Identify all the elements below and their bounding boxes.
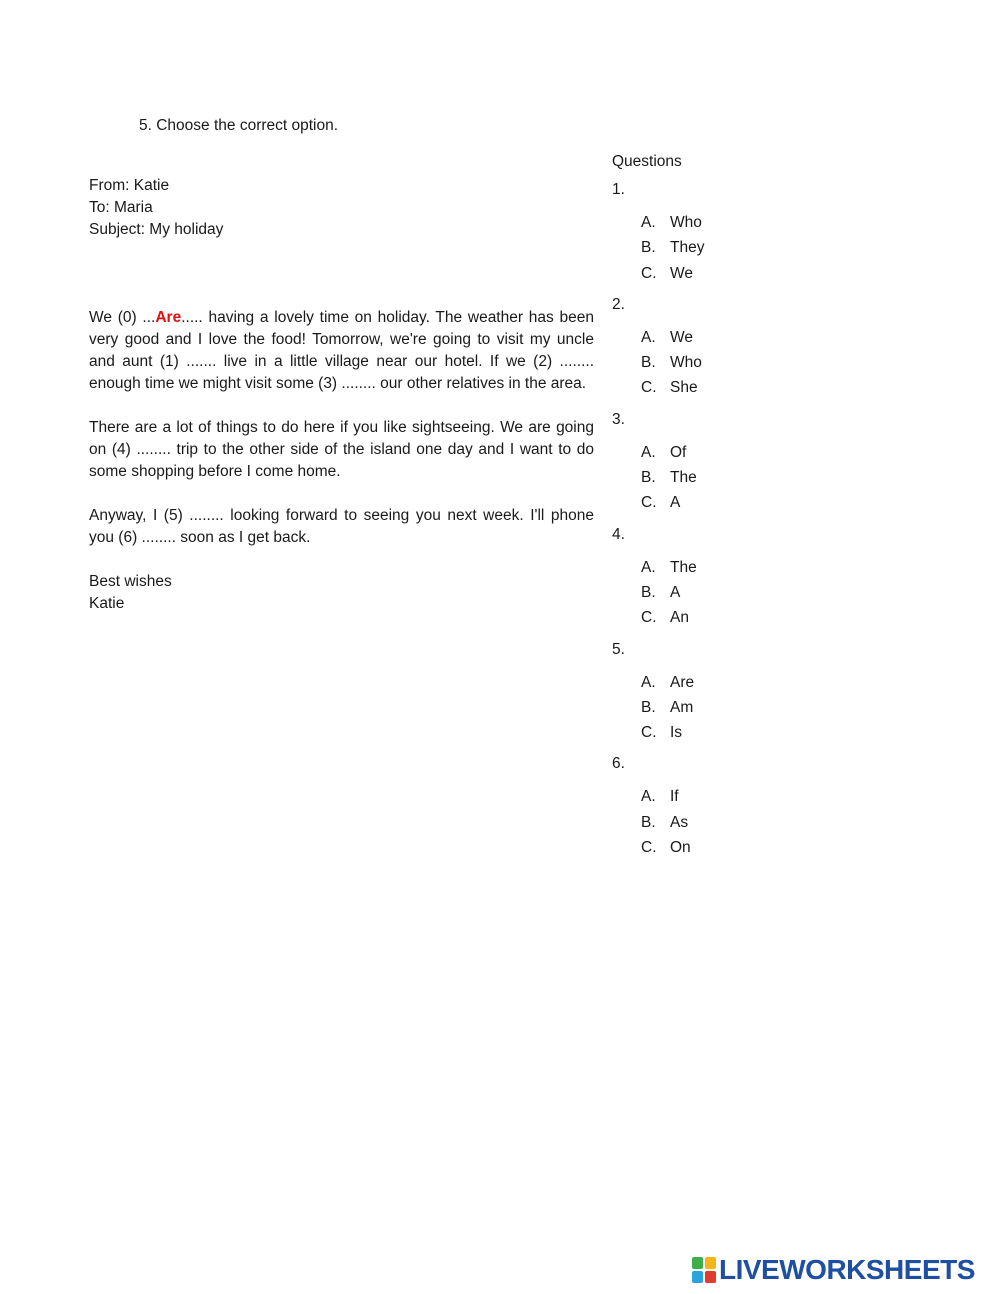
option-letter: A. <box>641 214 656 231</box>
option-letter: B. <box>641 583 656 601</box>
option-letter: C. <box>641 264 657 282</box>
answer-option[interactable] <box>641 835 812 860</box>
questions-title: Questions <box>612 153 682 170</box>
option-text: The <box>670 469 697 487</box>
answer-option[interactable] <box>641 210 812 235</box>
email-subject: Subject: My holiday <box>89 221 224 238</box>
option-text: Of <box>670 443 687 461</box>
email-to: To: Maria <box>89 199 153 216</box>
question-options <box>641 555 812 631</box>
option-text: Am <box>670 698 694 716</box>
logo-text: LIVEWORKSHEETS <box>719 1254 975 1285</box>
answer-option[interactable] <box>641 670 812 695</box>
option-letter: B. <box>641 698 656 716</box>
email-body <box>89 307 594 637</box>
answer-option[interactable] <box>641 784 812 809</box>
answer-option[interactable] <box>641 325 812 350</box>
answer-option[interactable] <box>641 235 812 260</box>
option-letter: C. <box>641 724 657 742</box>
option-letter: A. <box>641 558 656 576</box>
option-letter: B. <box>641 469 656 487</box>
option-text: Is <box>670 724 683 742</box>
option-letter: A. <box>641 673 656 691</box>
answer-option[interactable] <box>641 490 812 515</box>
answer-option[interactable] <box>641 580 812 605</box>
answer-option[interactable] <box>641 440 812 465</box>
option-letter: A. <box>641 328 656 346</box>
email-paragraph-2: There are a lot of things to do here if you like sightseeing. We are going on (4) ........ trip to the other side of the island one day and I want to do some shopping before I come home. <box>89 419 594 480</box>
option-text: If <box>670 788 679 806</box>
email-header <box>89 175 223 241</box>
option-text: They <box>670 239 705 257</box>
option-letter: B. <box>641 239 656 257</box>
question-options <box>641 325 812 401</box>
option-text: A <box>670 583 681 601</box>
option-text: Who <box>670 214 702 231</box>
email-paragraph-3: Anyway, I (5) ........ looking forward to seeing you next week. I'll phone you (6) ........ soon as I get back. <box>89 507 594 546</box>
option-text: A <box>670 494 681 512</box>
option-letter: C. <box>641 379 657 397</box>
logo-mark-cyan <box>692 1271 703 1283</box>
instruction-heading: 5. Choose the correct option. <box>139 117 339 134</box>
example-answer: Are <box>155 309 182 326</box>
option-text: She <box>670 379 698 397</box>
logo-mark-icon <box>692 1257 716 1283</box>
answer-option[interactable] <box>641 375 812 400</box>
answer-option[interactable] <box>641 465 812 490</box>
email-from: From: Katie <box>89 177 170 194</box>
answer-option[interactable] <box>641 605 812 630</box>
paragraph-1-start: We (0) ... <box>89 309 156 326</box>
logo-mark-red <box>705 1271 716 1283</box>
option-letter: C. <box>641 494 657 512</box>
option-letter: B. <box>641 354 656 372</box>
question-options <box>641 440 812 516</box>
option-text: We <box>670 264 693 282</box>
question-number: 1. <box>612 181 625 198</box>
question-list <box>612 181 812 860</box>
option-letter: A. <box>641 788 656 806</box>
signature: Katie <box>89 595 125 612</box>
option-text: The <box>670 558 697 576</box>
answer-option[interactable] <box>641 695 812 720</box>
answer-option[interactable] <box>641 555 812 580</box>
answer-option[interactable] <box>641 261 812 286</box>
option-text: An <box>670 609 689 627</box>
question-number: 3. <box>612 410 625 428</box>
logo-mark-yellow <box>705 1257 716 1269</box>
option-text: As <box>670 813 689 831</box>
email-signoff <box>89 571 594 615</box>
answer-option[interactable] <box>641 810 812 835</box>
email-paragraph-1 <box>89 307 594 395</box>
option-text: Who <box>670 354 702 372</box>
questions-panel <box>612 153 812 870</box>
question-number: 6. <box>612 755 625 773</box>
question-options <box>641 670 812 746</box>
option-letter: B. <box>641 813 656 831</box>
question-number: 4. <box>612 525 625 543</box>
option-text: On <box>670 839 691 857</box>
answer-option[interactable] <box>641 350 812 375</box>
option-text: We <box>670 328 693 346</box>
option-text: Are <box>670 673 695 691</box>
answer-option[interactable] <box>641 720 812 745</box>
logo-mark-green <box>692 1257 703 1269</box>
question-number: 2. <box>612 295 625 313</box>
option-letter: C. <box>641 839 657 857</box>
question-options <box>641 210 812 286</box>
paragraph-1-rest: ..... having a lovely time on holiday. The weather has been very good and I love the food! Tomorrow, we're going to visit my uncle and aunt (1) ....... live in a little village near our hotel. If we (2) ........ enough time we might visit some (3) ........ our other relatives in the area. <box>89 309 594 392</box>
question-options <box>641 784 812 860</box>
closing: Best wishes <box>89 573 172 590</box>
question-number: 5. <box>612 640 625 658</box>
option-letter: A. <box>641 443 656 461</box>
liveworksheets-logo <box>692 1254 975 1286</box>
option-letter: C. <box>641 609 657 627</box>
